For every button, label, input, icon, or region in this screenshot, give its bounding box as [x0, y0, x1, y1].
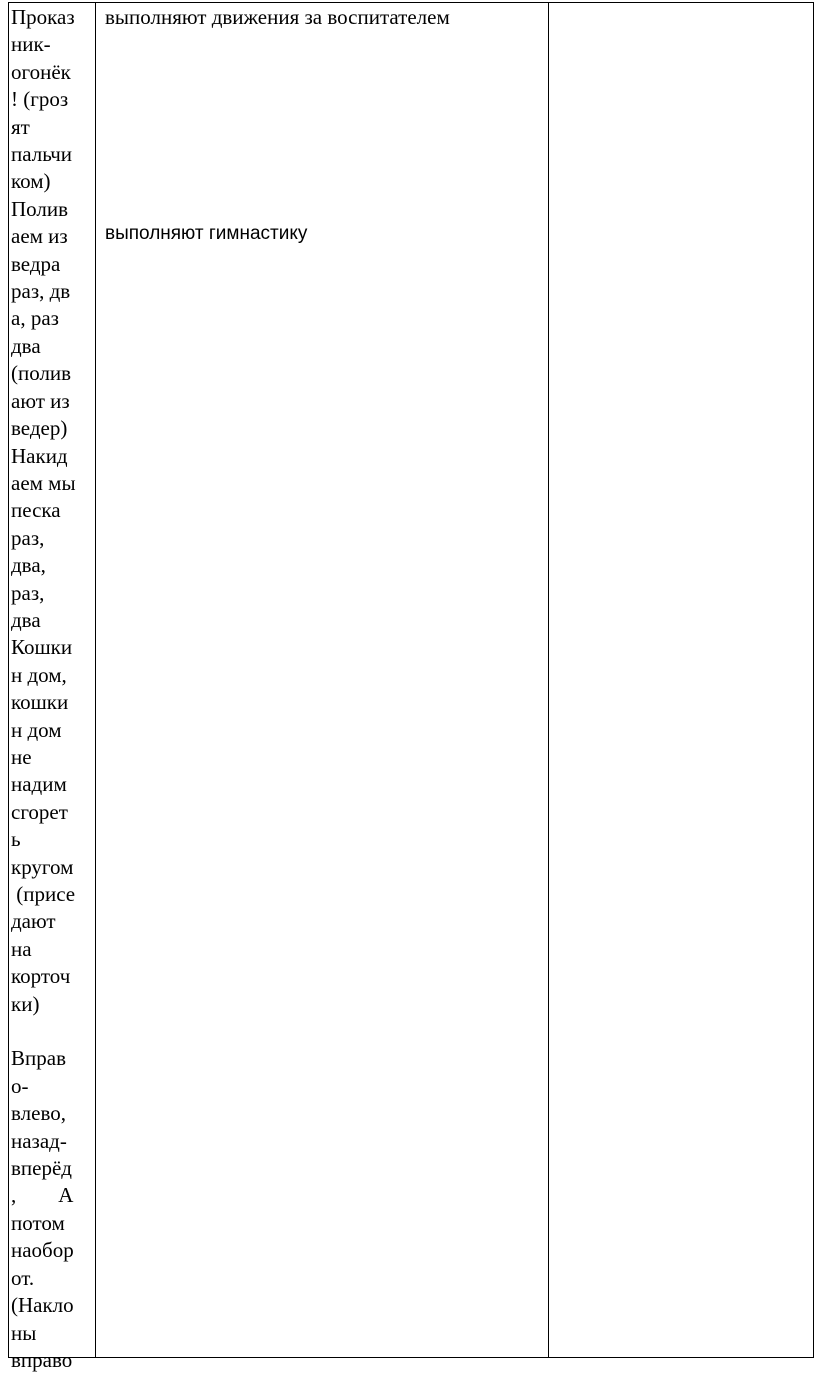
cell-rhyme-text: [11, 3, 95, 1372]
activity-table: [8, 2, 814, 1372]
table-border-right: [813, 3, 814, 1357]
rhyme-text: Проказ ник- огонёк ! (гроз ят пальчи ком) Полив аем из ведра раз, дв а, раз два (полив ают из ведер) Накид аем мы песка раз, два, раз, два Кошки н дом, кошки н дом не надим сгорет ь кругом (присе дают на корточ ки) Вправ о- влево, назад- вперёд , А потом наобор от. (Накло ны вправо: [11, 5, 76, 1372]
cell-action-2: выполняют гимнастику: [105, 223, 308, 244]
cell-notes: [549, 3, 813, 1357]
cell-action-1: выполняют движения за воспитателем: [105, 5, 450, 29]
table-divider-1: [95, 3, 96, 1357]
table-border-left: [8, 3, 9, 1357]
